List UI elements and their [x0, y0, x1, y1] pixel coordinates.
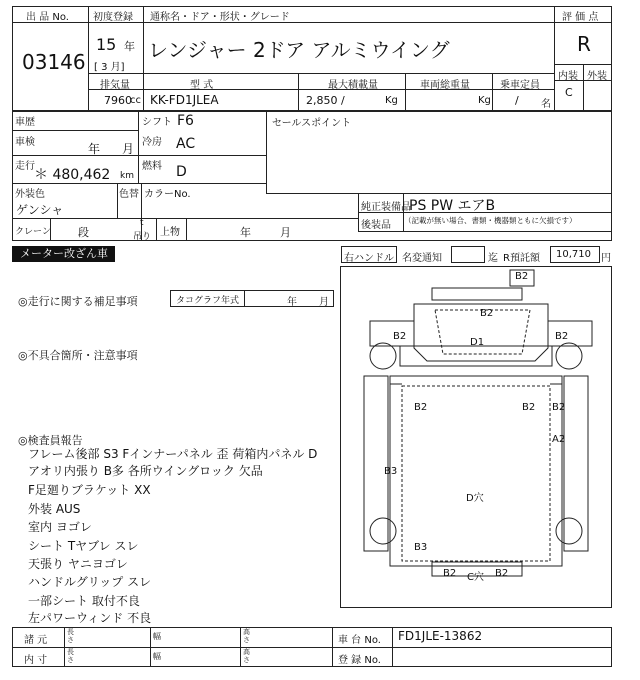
inspector-line: フレーム後部 S3 Fインナーパネル 歪 荷箱内パネル D — [28, 447, 318, 461]
tacho-label: タコグラフ年式 — [176, 296, 240, 306]
interior-score: C — [565, 86, 573, 99]
crane-hang: 吊り — [133, 232, 152, 242]
wheel-rear-left — [370, 518, 396, 544]
sales-point-label: セールスポイント — [272, 118, 352, 129]
mileage-label: 走行 — [15, 161, 35, 172]
max-load-label: 最大積載量 — [328, 80, 378, 91]
length-label: 長さ — [67, 628, 74, 644]
ac-label: 冷房 — [142, 137, 162, 148]
name-change-box — [451, 246, 485, 263]
first-reg-label: 初度登録 — [93, 12, 133, 23]
inspector-line: 天張り ヤニヨゴレ — [28, 557, 128, 571]
wheel-rear-right — [556, 518, 582, 544]
lift-label: 上物 — [160, 227, 180, 238]
mark-rear-left: B2 — [443, 568, 457, 579]
cab-door-left — [370, 321, 414, 346]
first-reg-year: 15 — [96, 35, 117, 54]
mark-cab-right: B2 — [555, 331, 569, 342]
shift-label: シフト — [142, 117, 172, 128]
displacement-label: 排気量 — [100, 80, 130, 91]
top-bar — [432, 288, 522, 300]
inspector-line: ハンドルグリップ スレ — [28, 575, 152, 589]
name-change-label: 名変通知 — [402, 253, 442, 264]
dim-label: 諸 元 — [24, 635, 48, 646]
displacement-value: 7960 — [104, 94, 132, 107]
mark-rear-right: B2 — [495, 568, 509, 579]
mark-cab-center: B2 — [480, 308, 494, 319]
tacho-month: 月 — [319, 297, 329, 308]
kg-unit-2: Kg — [478, 95, 491, 106]
wheel-front-left — [370, 343, 396, 369]
r-tax-value: 10,710 — [556, 249, 591, 260]
color-no-label: カラーNo. — [144, 189, 191, 200]
model-label: 通称名・ドア・形状・グレード — [150, 12, 290, 23]
lift-month: 月 — [280, 226, 291, 239]
inspector-line: 左パワーウィンド 不良 — [28, 611, 152, 625]
reg-label: 登 録 No. — [338, 655, 381, 666]
car-name: レンジャー 2ドア アルミウイング — [148, 38, 450, 62]
color-change-label: 色替 — [119, 189, 139, 200]
mark-bed-center: D穴 — [466, 493, 484, 504]
crane-label: クレーン — [15, 227, 51, 237]
aftermarket-label: 後装品 — [361, 220, 391, 231]
height-label: 高さ — [243, 628, 250, 644]
mark-bed-a2: A2 — [552, 434, 566, 445]
truck-diagram — [340, 266, 612, 608]
shift-value: F6 — [177, 113, 194, 129]
chassis-label: 車 台 No. — [338, 635, 381, 646]
interior-label: 内装 — [558, 71, 578, 82]
aftermarket-note: （記載が無い場合、書類・機器類ともに欠損です） — [404, 216, 577, 225]
inspector-line: アオリ内張り B多 各所ウイングロック 欠品 — [28, 464, 263, 478]
eval-label: 評 価 点 — [562, 12, 599, 23]
inspector-line: 室内 ヨゴレ — [28, 520, 92, 534]
bed-side-right — [564, 376, 588, 551]
equip-label: 純正装備品 — [361, 202, 411, 213]
ac-value: AC — [176, 136, 196, 152]
mark-bed-b3: B3 — [384, 466, 398, 477]
mark-bed-b3-low: B3 — [414, 542, 428, 553]
ext-color-value: ゲンシャ — [16, 203, 64, 217]
ext-color-label: 外装色 — [15, 189, 45, 200]
crane-step: 段 — [78, 226, 89, 239]
inspector-line: 一部シート 取付不良 — [28, 594, 140, 608]
tamper-banner: メーター改ざん車 — [12, 246, 115, 262]
inner-label: 内 寸 — [24, 655, 48, 666]
lot-number: 03146 — [22, 50, 86, 74]
deadline-label: 迄 — [488, 253, 498, 264]
bed-side-left — [364, 376, 388, 551]
lift-year: 年 — [240, 226, 251, 239]
inspection-label: 車検 — [15, 137, 35, 148]
eval-score: R — [577, 32, 591, 56]
mark-cab-d1: D1 — [470, 337, 485, 348]
history-label: 車歴 — [15, 117, 35, 128]
first-reg-month: [ 3 月] — [94, 62, 125, 73]
mark-top: B2 — [515, 271, 529, 282]
mark-bed-left: B2 — [414, 402, 428, 413]
mark-cab-left: B2 — [393, 331, 407, 342]
mark-rear-center: C穴 — [467, 572, 484, 583]
fuel-label: 燃料 — [142, 161, 162, 172]
mileage-value: ＊ 480,462 — [34, 167, 111, 183]
year-unit: 年 — [124, 40, 135, 53]
mark-bed-right-1: B2 — [522, 402, 536, 413]
mark-bed-right-2: B2 — [552, 402, 566, 413]
yen-unit: 円 — [601, 253, 611, 264]
fuel-value: D — [176, 164, 187, 180]
inspector-line: 外装 AUS — [28, 502, 81, 516]
height-label-2: 高さ — [243, 648, 250, 664]
equip-value: PS PW エアB — [409, 198, 496, 214]
chassis-no: FD1JLE-13862 — [398, 629, 483, 643]
length-label-2: 長さ — [67, 648, 74, 664]
rhd-label: 右ハンドル — [344, 253, 394, 264]
capacity-label: 乗車定員 — [500, 80, 540, 91]
person-unit: 名 — [541, 99, 551, 110]
inspection-month: 月 — [122, 142, 135, 156]
inspector-line: シート Tヤブレ スレ — [28, 539, 139, 553]
inspection-year: 年 — [88, 142, 101, 156]
width-label-2: 幅 — [153, 652, 161, 661]
tacho-year: 年 — [287, 297, 297, 308]
lot-label: 出 品 No. — [26, 12, 69, 23]
inspector-line: F足廻りブラケット XX — [28, 483, 151, 497]
cab-floor — [400, 346, 552, 366]
type-label: 型 式 — [190, 80, 214, 91]
driving-notes-title: ◎走行に関する補足事項 — [18, 295, 138, 308]
exterior-label: 外装 — [587, 71, 607, 82]
defect-title: ◎不具合箇所・注意事項 — [18, 349, 138, 362]
inspector-title: ◎検査員報告 — [18, 434, 83, 447]
max-load-value: 2,850 / — [306, 94, 345, 107]
model-code: KK-FD1JLEA — [150, 93, 219, 107]
diagram-frame — [341, 267, 612, 608]
cc-unit: cc — [130, 95, 141, 106]
width-label: 幅 — [153, 632, 161, 641]
kg-unit-1: Kg — [385, 95, 398, 106]
capacity-value: / — [515, 94, 519, 107]
km-unit: km — [120, 171, 134, 181]
wheel-front-right — [556, 343, 582, 369]
crane-t: t — [140, 218, 144, 228]
gvw-label: 車両総重量 — [420, 80, 470, 91]
r-tax-label: R預託額 — [503, 253, 540, 264]
